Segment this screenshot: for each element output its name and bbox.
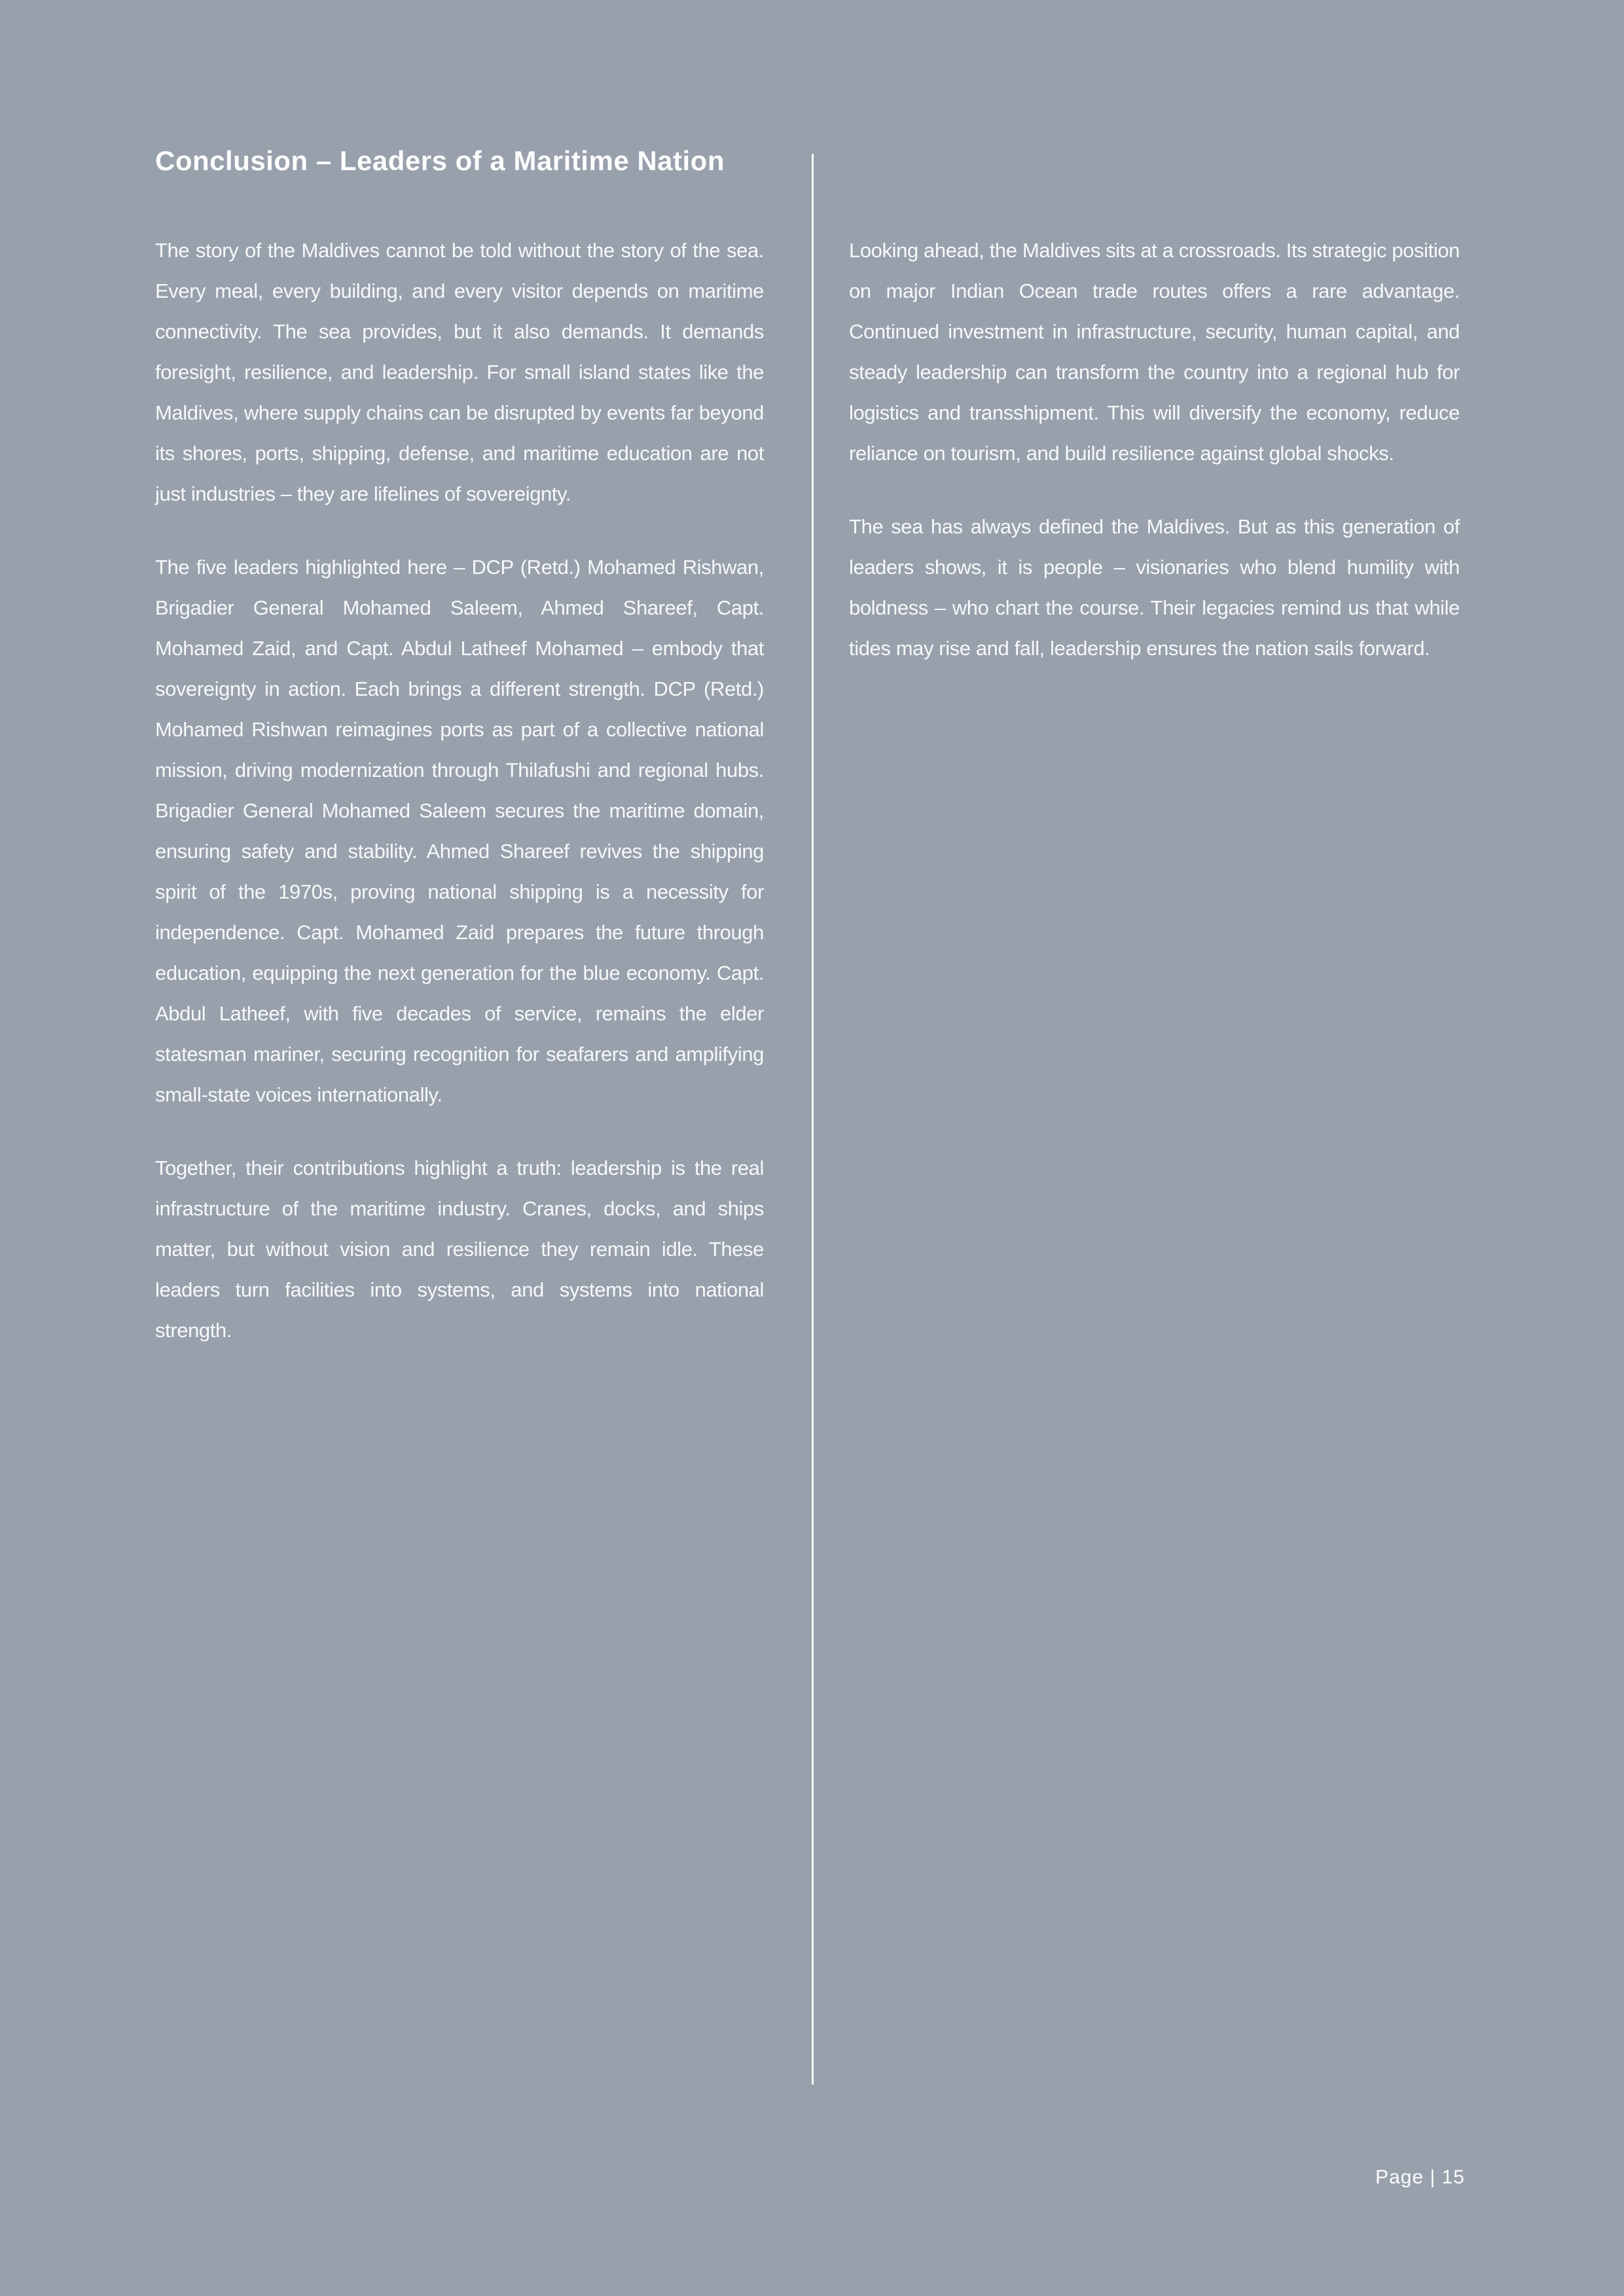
column-divider <box>812 154 814 2085</box>
left-column <box>155 230 764 1384</box>
page-number: Page | 15 <box>1375 2166 1465 2188</box>
paragraph-contributions: Together, their contributions highlight a truth: leadership is the real infrastructure of the maritime industry. Cranes, docks, and ships matter, but without vision and resilience they remain idle. These leaders turn facilities into systems, and systems into national strength. <box>155 1157 764 1342</box>
paragraph-intro: The story of the Maldives cannot be told without the story of the sea. Every meal, every building, and every visitor depends on maritime connectivity. The sea provides, but it also demands. It demands foresight, resilience, and leadership. For small island states like the Maldives, where supply chains can be disrupted by events far beyond its shores, ports, shipping, defense, and maritime education are not just industries – they are lifelines of sovereignty. <box>155 239 764 505</box>
paragraph-looking-ahead: Looking ahead, the Maldives sits at a crossroads. Its strategic position on major Indian Ocean trade routes offers a rare advantage. Continued investment in infrastructure, security, human capital, and steady leadership can transform the country into a regional hub for logistics and transshipment. This will diversify the economy, reduce reliance on tourism, and build resilience against global shocks. <box>849 239 1460 465</box>
page-title: Conclusion – Leaders of a Maritime Nation <box>155 145 725 176</box>
paragraph-closing: The sea has always defined the Maldives. But as this generation of leaders shows, it is people – visionaries who blend humility with boldness – who chart the course. Their legacies remind us that while tides may rise and fall, leadership ensures the nation sails forward. <box>849 515 1460 660</box>
paragraph-leaders: The five leaders highlighted here – DCP (Retd.) Mohamed Rishwan, Brigadier General Mohamed Saleem, Ahmed Shareef, Capt. Mohamed Zaid, and Capt. Abdul Latheef Mohamed – embody that sovereignty in action. Each brings a different strength. DCP (Retd.) Mohamed Rishwan reimagines ports as part of a collective national mission, driving modernization through Thilafushi and regional hubs. Brigadier General Mohamed Saleem secures the maritime domain, ensuring safety and stability. Ahmed Shareef revives the shipping spirit of the 1970s, proving national shipping is a necessity for independence. Capt. Mohamed Zaid prepares the future through education, equipping the next generation for the blue economy. Capt. Abdul Latheef, with five decades of service, remains the elder statesman mariner, securing recognition for seafarers and amplifying small-state voices internationally. <box>155 556 764 1106</box>
right-column <box>849 230 1460 702</box>
